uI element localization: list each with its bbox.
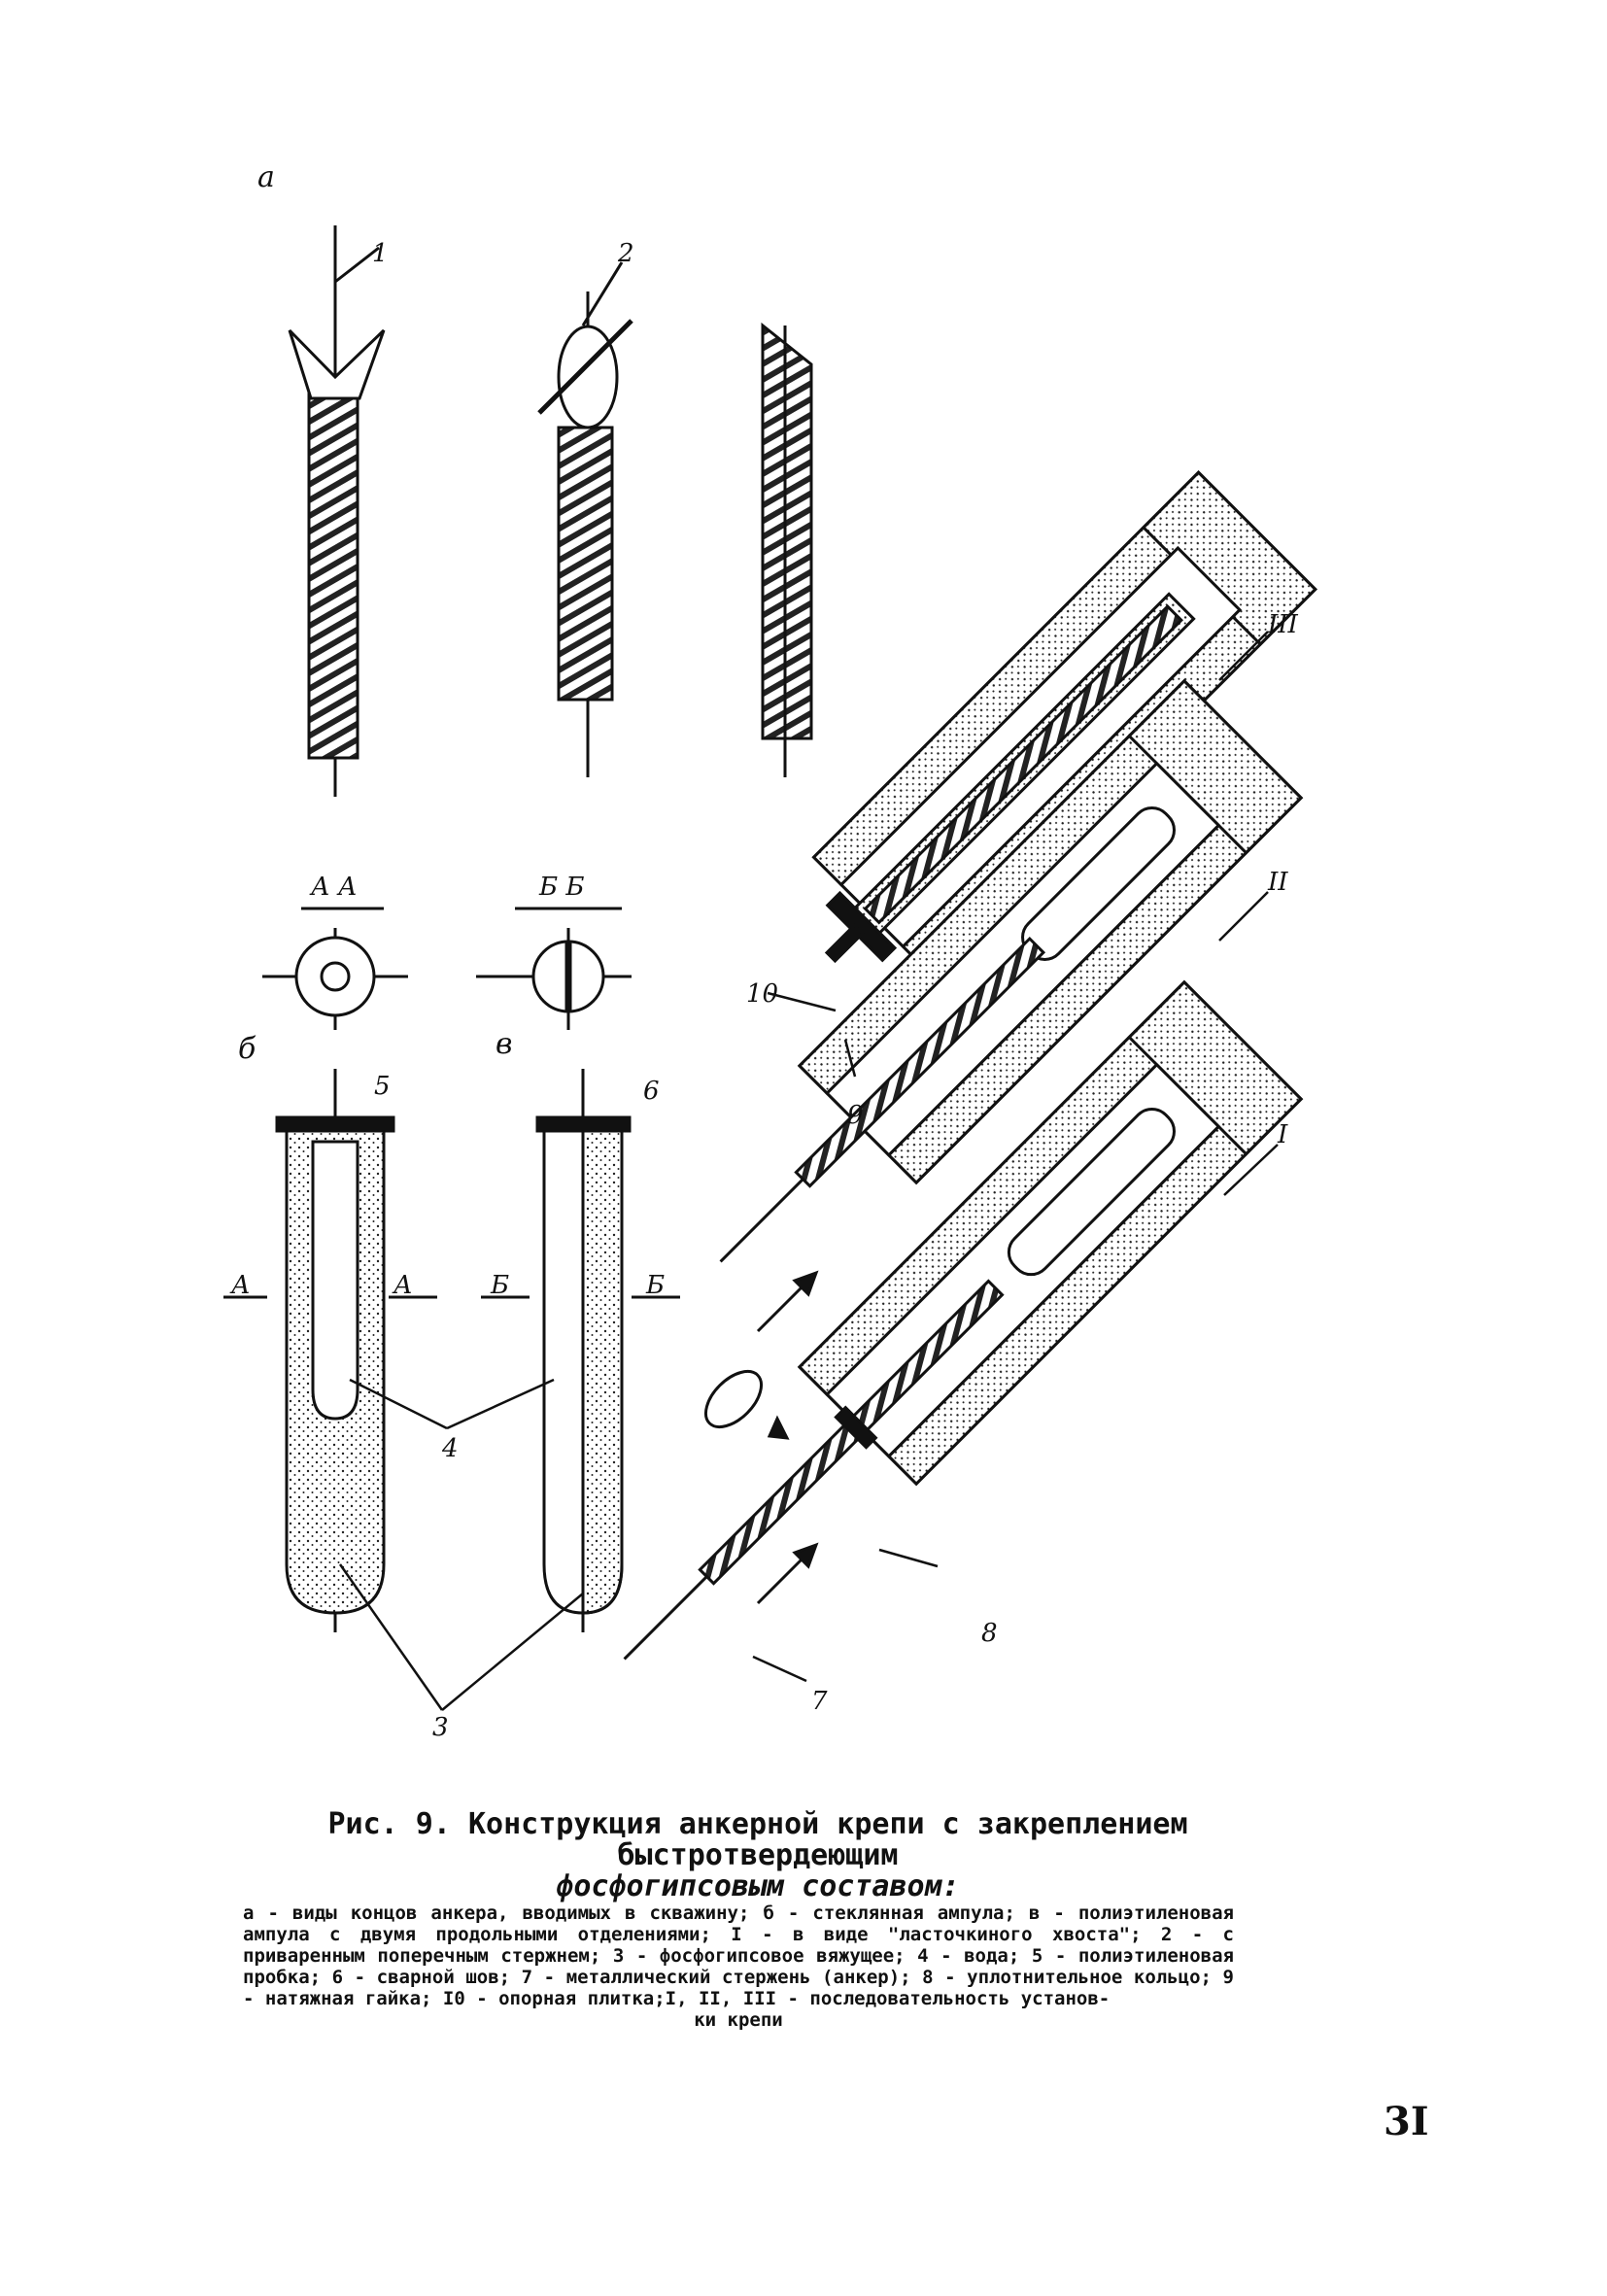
label-10: 10 xyxy=(746,979,779,1009)
anchor-end-crossbar xyxy=(539,262,632,777)
legend-body: а - виды концов анкера, вводимых в скважину; б - стеклянная ампула; в - полиэтиленовая ампула с двумя продольными отделениями; I - в виде "ласточкиного хвоста"; 2 - с приваренным поперечным стержнем; 3 - фосфогипсовое вяжущее; 4 - вода; 5 - полиэтиленовая пробка; 6 - сварной шов; 7 - металлический стержень (анкер); 8 - уплотнительное кольцо; 9 - натяжная гайка; I0 - опорная плитка;I, II, III - последовательность установ- xyxy=(243,1902,1234,2009)
figure-caption-title xyxy=(194,1809,1321,1902)
label-6: 6 xyxy=(643,1077,660,1106)
polyethylene-ampoule xyxy=(481,1069,680,1632)
stage-label-i: I xyxy=(1278,1120,1288,1149)
glass-ampoule xyxy=(223,1069,437,1632)
anchor-end-dovetail xyxy=(290,225,384,797)
page-number: 3I xyxy=(1384,2099,1429,2144)
label-5: 5 xyxy=(374,1072,391,1101)
cut-b-left: Б xyxy=(491,1271,510,1300)
caption-title-line1: Рис. 9. Конструкция анкерной крепи с закреплением быстротвердеющим xyxy=(327,1807,1188,1872)
section-bb-label: Б Б xyxy=(539,873,585,902)
caption-title-line2: фосфогипсовым составом: xyxy=(556,1869,960,1903)
stage-label-iii: III xyxy=(1268,610,1298,639)
cut-b-right: Б xyxy=(646,1271,666,1300)
anchor-end-beveled xyxy=(763,326,811,777)
label-2: 2 xyxy=(618,239,634,268)
section-aa-label: А А xyxy=(311,873,358,902)
label-4: 4 xyxy=(442,1434,459,1463)
panel-label-b: б xyxy=(238,1032,256,1066)
label-7: 7 xyxy=(811,1687,828,1716)
label-8: 8 xyxy=(981,1619,998,1648)
cut-a-right: А xyxy=(393,1271,413,1300)
arrows xyxy=(696,1273,816,1603)
stage-label-ii: II xyxy=(1268,868,1288,897)
legend-last-line: ки крепи xyxy=(694,2009,783,2031)
cut-a-left: А xyxy=(231,1271,251,1300)
section-aa xyxy=(262,908,408,1030)
label-9: 9 xyxy=(847,1101,864,1130)
section-bb xyxy=(476,908,632,1030)
panel-label-a: а xyxy=(257,160,275,194)
label-1: 1 xyxy=(372,239,389,268)
figure-legend xyxy=(243,1902,1234,2031)
label-3: 3 xyxy=(432,1713,449,1742)
panel-label-v: в xyxy=(496,1027,513,1061)
